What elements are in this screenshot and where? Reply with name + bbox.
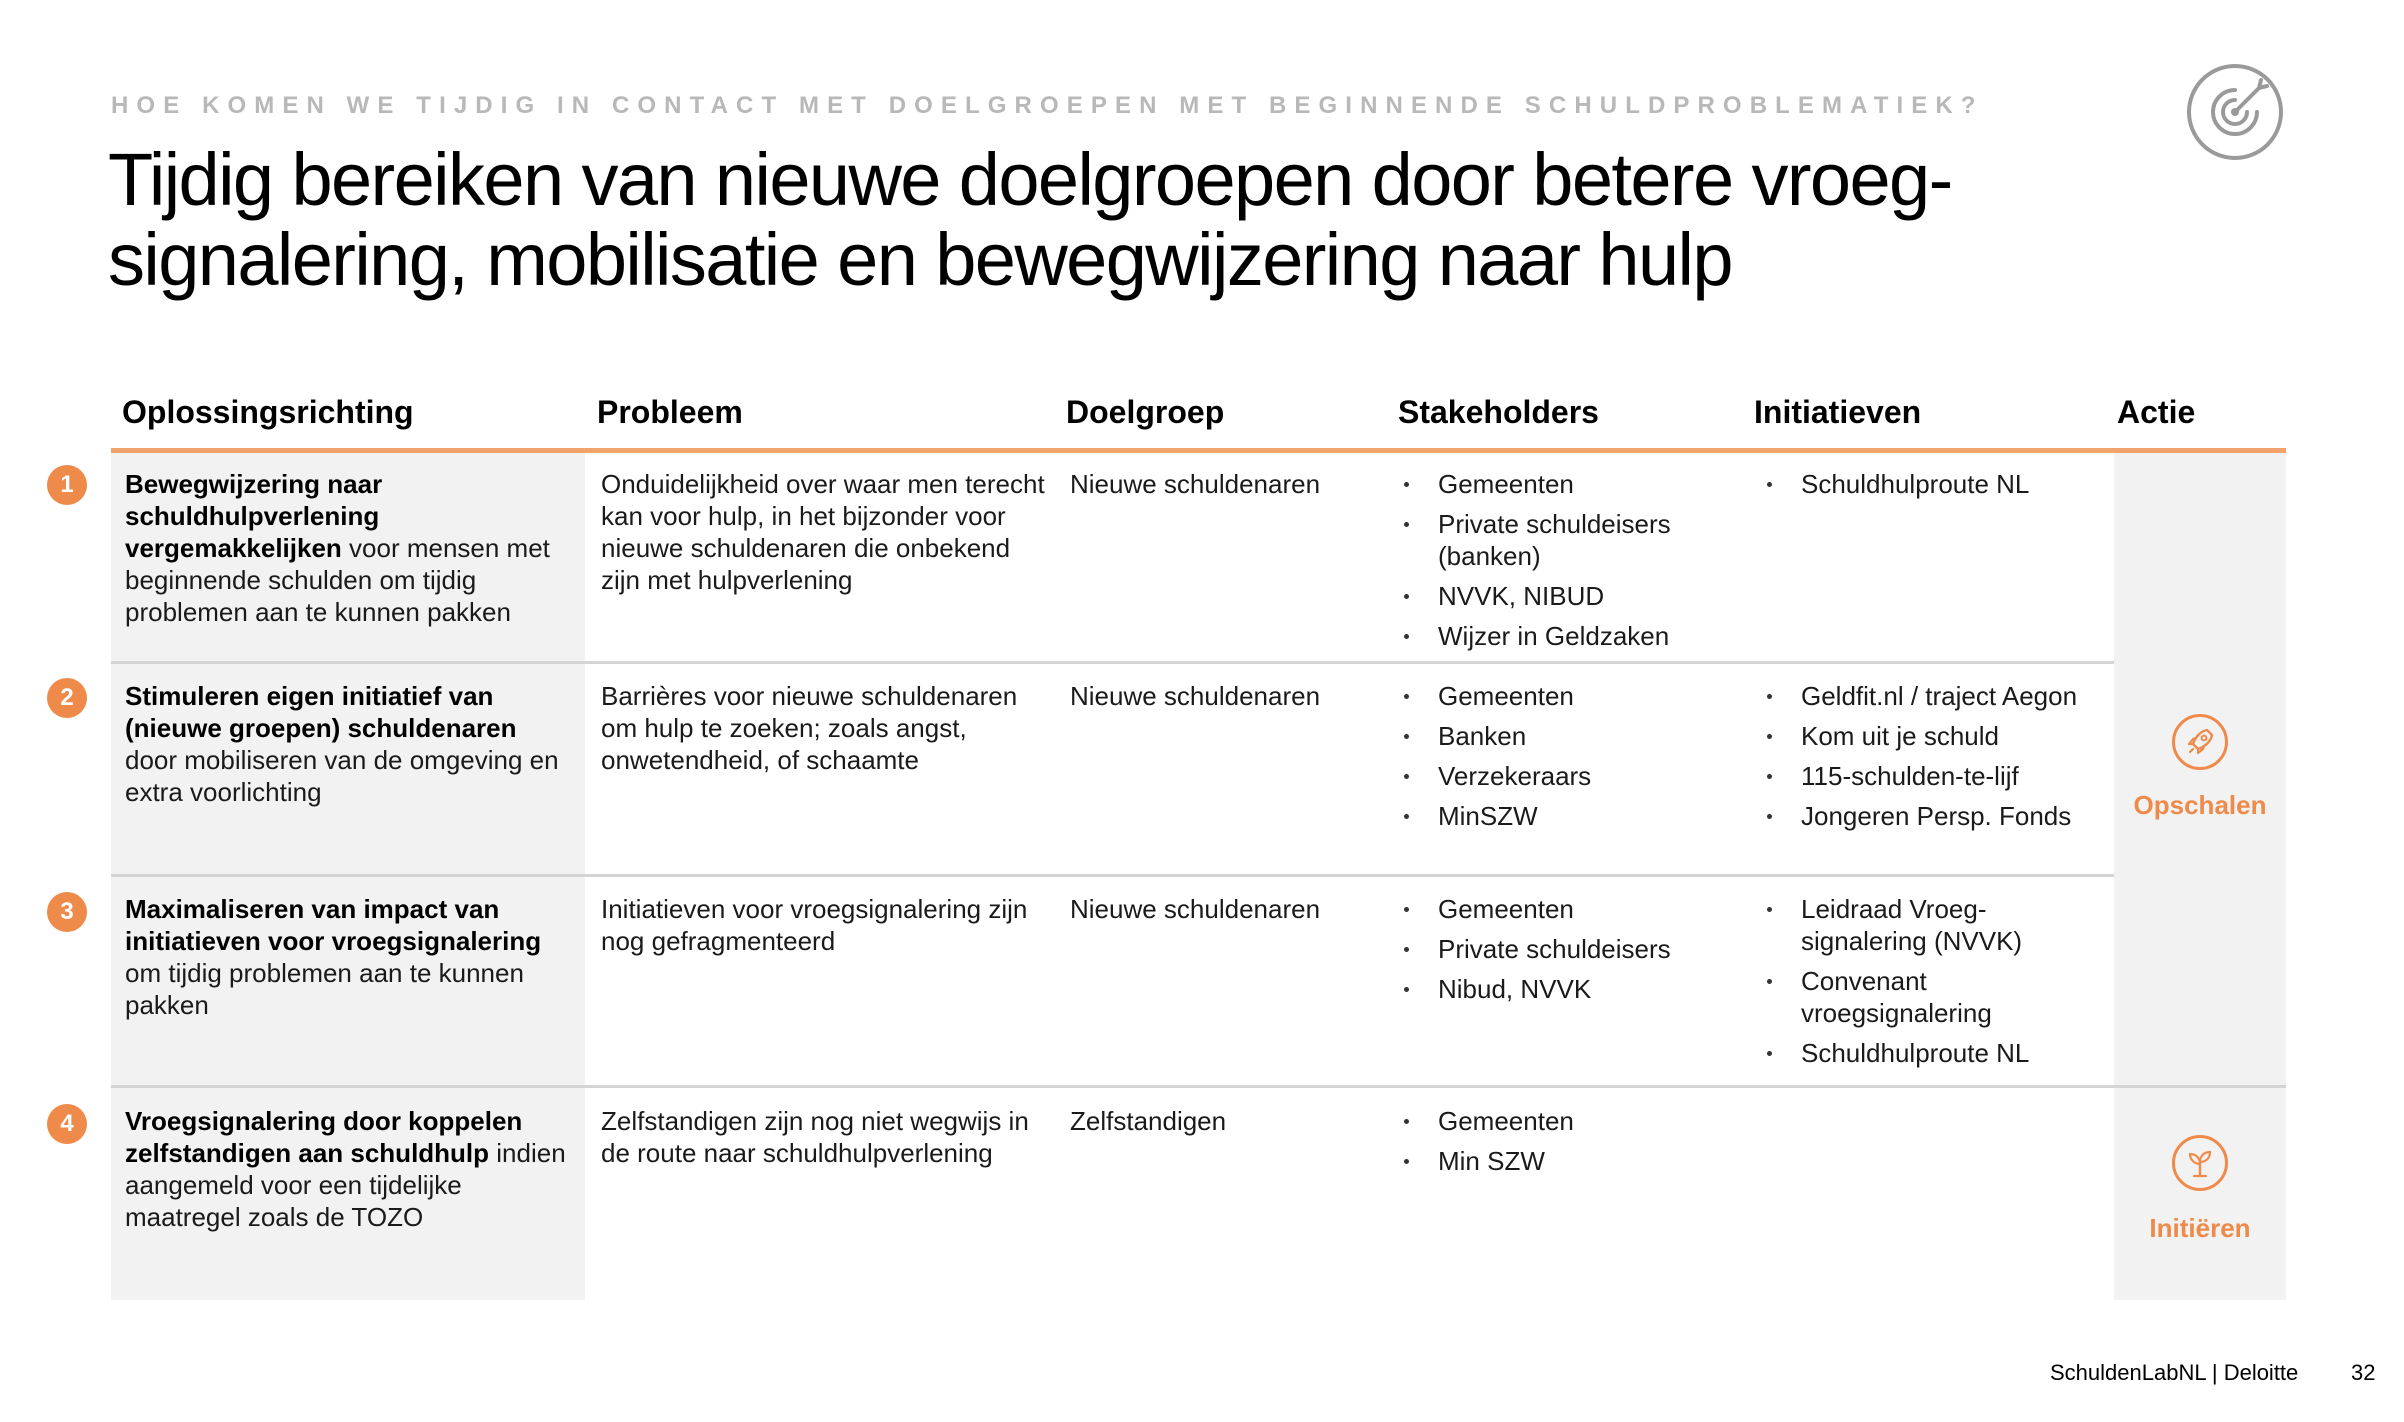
column-header-probleem: Probleem xyxy=(597,394,743,430)
list-item: Schuldhulproute NL xyxy=(1761,1037,2036,1069)
initiatieven-list xyxy=(1761,468,2106,508)
list-item: Private schuldeisers xyxy=(1398,933,1738,965)
probleem-cell: Onduidelijkheid over waar men terecht kan voor hulp, in het bijzonder voor nieuwe schuldenaren die onbekend zijn met hulpverlening xyxy=(601,469,1045,595)
list-item: Geldfit.nl / traject Aegon xyxy=(1761,680,2106,712)
list-item: Jongeren Persp. Fonds xyxy=(1761,800,2106,832)
oplossing-description: voor mensen met beginnende schulden om tijdig problemen aan te kunnen pakken xyxy=(125,533,550,627)
oplossing-cell xyxy=(125,893,575,1021)
list-item: Banken xyxy=(1398,720,1738,752)
action-label-initieren: Initiëren xyxy=(2149,1213,2251,1243)
list-item: Wijzer in Geldzaken xyxy=(1398,620,1738,652)
footer-source: SchuldenLabNL | Deloitte xyxy=(2050,1360,2299,1385)
radar-icon xyxy=(2185,62,2285,162)
section-kicker: HOE KOMEN WE TIJDIG IN CONTACT MET DOELGROEPEN MET BEGINNENDE SCHULDPROBLEMATIEK? xyxy=(111,92,1984,119)
doelgroep-cell: Nieuwe schuldenaren xyxy=(1070,894,1321,924)
row-number-badge: 2 xyxy=(47,678,87,718)
oplossing-description: indien aangemeld voor een tijdelijke maatregel zoals de TOZO xyxy=(125,1138,566,1232)
page-number: 32 xyxy=(2351,1360,2376,1385)
row-number-badge: 4 xyxy=(47,1104,87,1144)
list-item: Private schuldeisers (banken) xyxy=(1398,508,1738,572)
list-item: Gemeenten xyxy=(1398,1105,1738,1137)
doelgroep-cell: Zelfstandigen xyxy=(1070,1106,1227,1136)
initiatieven-list xyxy=(1761,680,2106,840)
column-header-initiatieven: Initiatieven xyxy=(1754,394,1922,430)
list-item: 115-schulden-te-lijf xyxy=(1761,760,2106,792)
stakeholders-list xyxy=(1398,680,1738,840)
row-divider xyxy=(111,1085,2286,1088)
oplossing-cell xyxy=(125,468,575,628)
list-item: Leidraad Vroeg-signalering (NVVK) xyxy=(1761,893,2036,957)
row-divider xyxy=(111,874,2114,877)
list-item: MinSZW xyxy=(1398,800,1738,832)
column-header-doelgroep: Doelgroep xyxy=(1066,394,1225,430)
row-number-badge: 1 xyxy=(47,465,87,505)
rocket-icon xyxy=(2172,714,2228,770)
list-item: Min SZW xyxy=(1398,1145,1738,1177)
oplossing-description: om tijdig problemen aan te kunnen pakken xyxy=(125,958,524,1020)
initiatieven-list xyxy=(1761,893,2036,1077)
list-item: Gemeenten xyxy=(1398,893,1738,925)
oplossing-cell xyxy=(125,1105,575,1233)
sprout-icon xyxy=(2172,1135,2228,1191)
probleem-cell: Zelfstandigen zijn nog niet wegwijs in de route naar schuldhulpverlening xyxy=(601,1106,1029,1168)
list-item: NVVK, NIBUD xyxy=(1398,580,1738,612)
action-label-opschalen: Opschalen xyxy=(2133,790,2267,820)
oplossing-description: door mobiliseren van de omgeving en extra voorlichting xyxy=(125,745,559,807)
doelgroep-cell: Nieuwe schuldenaren xyxy=(1070,681,1321,711)
stakeholders-list xyxy=(1398,893,1738,1013)
row-divider xyxy=(111,661,2114,664)
list-item: Schuldhulproute NL xyxy=(1761,468,2106,500)
column-header-oplossingsrichting: Oplossingsrichting xyxy=(122,394,414,430)
column-header-stakeholders: Stakeholders xyxy=(1398,394,1599,430)
probleem-cell: Initiatieven voor vroegsignalering zijn nog gefragmenteerd xyxy=(601,894,1028,956)
list-item: Nibud, NVVK xyxy=(1398,973,1738,1005)
oplossing-title: Stimuleren eigen initiatief van (nieuwe groepen) schuldenaren xyxy=(125,681,517,743)
oplossing-title: Maximaliseren van impact van initiatieven voor vroegsignalering xyxy=(125,894,542,956)
row-number-badge: 3 xyxy=(47,892,87,932)
page-title: Tijdig bereiken van nieuwe doelgroepen door betere vroeg-signalering, mobilisatie en bewegwijzering naar hulp xyxy=(108,138,1952,301)
list-item: Gemeenten xyxy=(1398,680,1738,712)
stakeholders-list xyxy=(1398,468,1738,660)
list-item: Verzekeraars xyxy=(1398,760,1738,792)
column-header-actie: Actie xyxy=(2117,394,2196,430)
stakeholders-list xyxy=(1398,1105,1738,1185)
list-item: Gemeenten xyxy=(1398,468,1738,500)
oplossing-title: Bewegwijzering naar schuldhulpverlening vergemakkelijken xyxy=(125,469,383,563)
doelgroep-cell: Nieuwe schuldenaren xyxy=(1070,469,1321,499)
list-item: Convenant vroegsignalering xyxy=(1761,965,2036,1029)
oplossing-cell xyxy=(125,680,575,808)
probleem-cell: Barrières voor nieuwe schuldenaren om hulp te zoeken; zoals angst, onwetendheid, of schaamte xyxy=(601,681,1018,775)
list-item: Kom uit je schuld xyxy=(1761,720,2106,752)
oplossing-title: Vroegsignalering door koppelen zelfstandigen aan schuldhulp xyxy=(125,1106,523,1168)
